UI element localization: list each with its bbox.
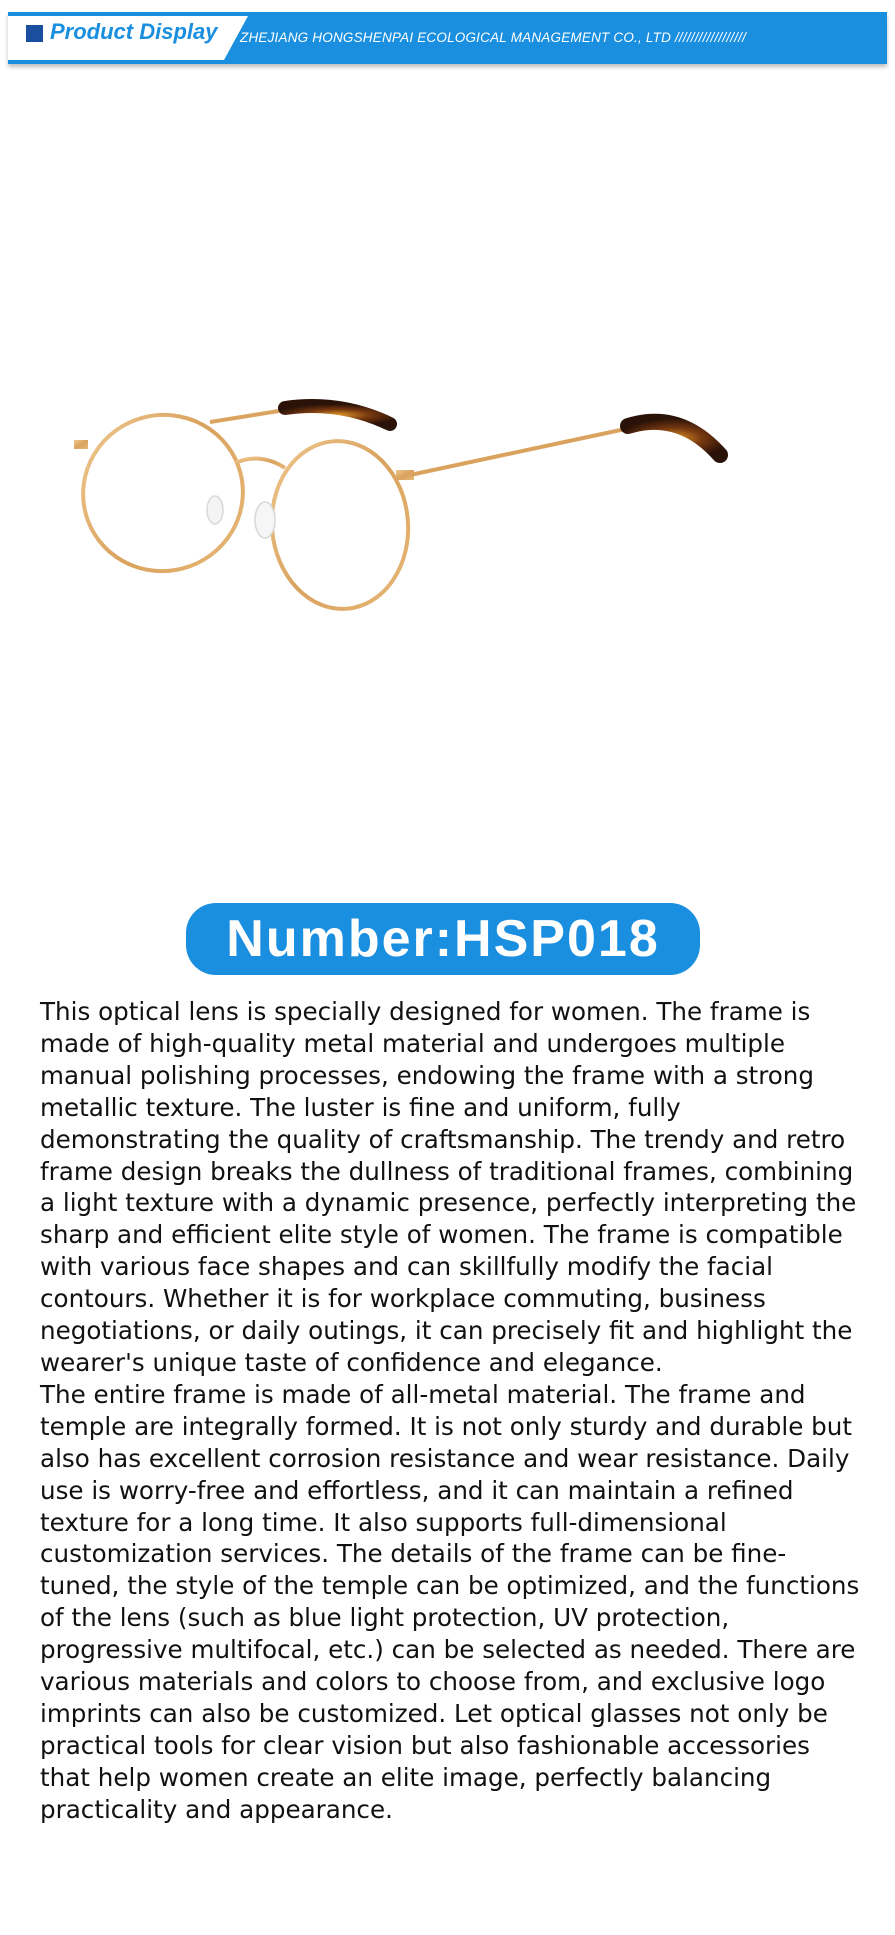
- description-paragraph: This optical lens is specially designed for women. The frame is made of high-quality metal material and undergoes multiple manual polishing processes, endowing the frame with a strong metallic texture. The luster is fine and uniform, fully demonstrating the quality of craftsmanship. The trendy and retro frame design breaks the dullness of traditional frames, combining a light texture with a dynamic presence, perfectly interpreting the sharp and efficient elite style of women. The frame is compatible with various face shapes and can skillfully modify the facial contours. Whether it is for workplace commuting, business negotiations, or daily outings, it can precisely fit and highlight the wearer's unique taste of confidence and elegance.: [40, 997, 857, 1377]
- company-name: ZHEJIANG HONGSHENPAI ECOLOGICAL MANAGEMENT CO., LTD //////////////////: [240, 30, 747, 45]
- description-paragraph: The entire frame is made of all-metal material. The frame and temple are integrally formed. It is not only sturdy and durable but also has excellent corrosion resistance and wear resistance. Daily use is worry-free and effortless, and it can maintain a refined texture for a long time. It also supports full-dimensional customization services. The details of the frame can be fine-tuned, the style of the temple can be optimized, and the functions of the lens (such as blue light protection, UV protection, progressive multifocal, etc.) can be selected as needed. There are various materials and colors to choose from, and exclusive logo imprints can also be customized. Let optical glasses not only be practical tools for clear vision but also fashionable accessories that help women create an elite image, perfectly balancing practicality and appearance.: [40, 1379, 860, 1824]
- product-description: [40, 996, 860, 1826]
- page-title: Product Display: [50, 19, 218, 44]
- product-number-badge: Number:HSP018: [186, 903, 700, 975]
- square-icon: [26, 25, 43, 42]
- product-image: [60, 360, 840, 660]
- header-banner: [8, 12, 887, 64]
- eyeglasses-illustration: [60, 360, 840, 660]
